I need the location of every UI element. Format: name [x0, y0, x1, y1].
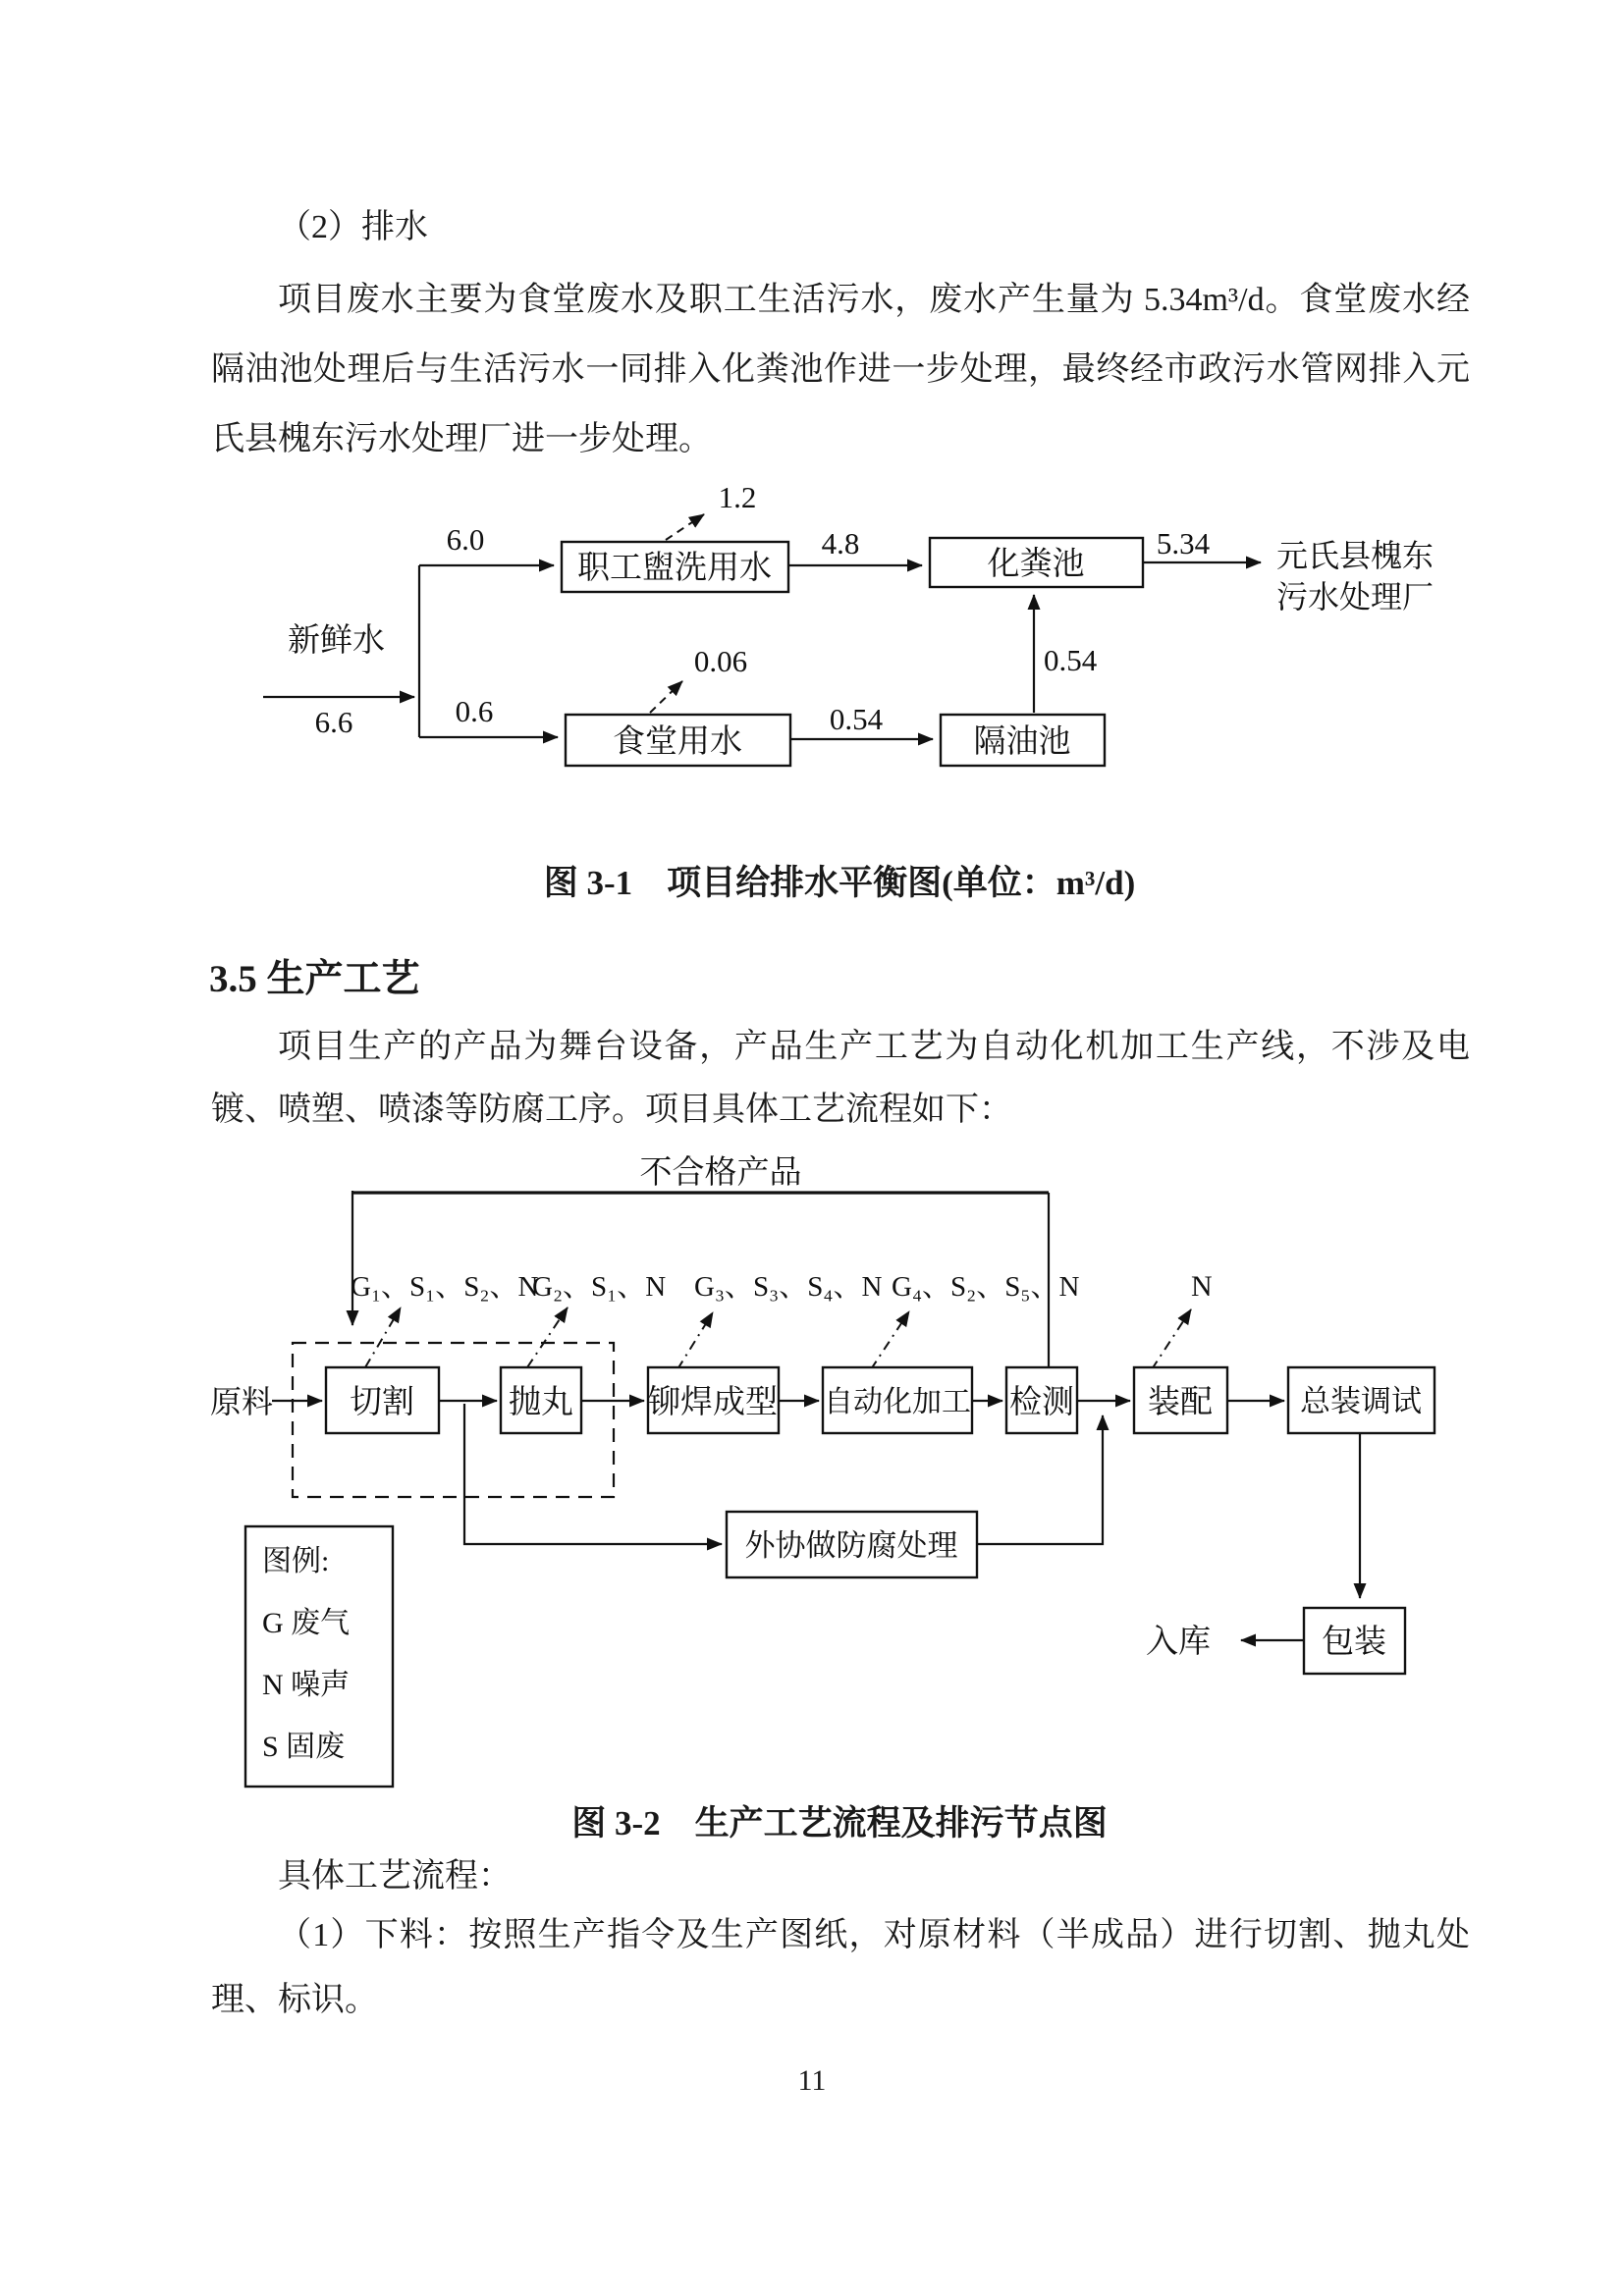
cut-pollutants-label: G₁、S₁、S₂、N [351, 1271, 539, 1303]
warehouse-label: 入库 [1146, 1625, 1211, 1660]
grease-to-septic-value: 0.54 [1044, 643, 1098, 677]
auto-emission-arrow [871, 1311, 909, 1369]
washing-supply-value: 6.0 [446, 522, 485, 557]
washing-water-box-label: 职工盥洗用水 [577, 551, 772, 586]
figure-3-2-process-flow-diagram [0, 1139, 1624, 1801]
cut-emission-arrow [365, 1308, 401, 1367]
shot-pollutants-label: G₂、S₁、N [532, 1271, 667, 1303]
wwtp-label-line1: 元氏县槐东 [1276, 538, 1435, 573]
final-assembly-box-label: 总装调试 [1300, 1384, 1422, 1418]
washing-loss-value: 1.2 [718, 480, 757, 514]
septic-tank-box-label: 化粪池 [987, 547, 1085, 582]
figure-3-2-caption: 图 3-2 生产工艺流程及排污节点图 [571, 1804, 1108, 1842]
drain-subheading: （2）排水 [278, 209, 428, 245]
figure-3-1-water-balance-diagram [0, 471, 1624, 844]
step1-paragraph: （1）下料：按照生产指令及生产图纸，对原材料（半成品）进行切割、抛丸处理、标识。 [211, 1917, 1470, 2018]
canteen-loss-dashed-arrow [650, 681, 682, 713]
fresh-water-label: 新鲜水 [288, 623, 385, 659]
reject-label: 不合格产品 [639, 1155, 802, 1191]
outsourced-anticorrosion-box-label: 外协做防腐处理 [744, 1528, 958, 1563]
wwtp-label-line2: 污水处理厂 [1276, 579, 1435, 614]
inspect-box-label: 检测 [1009, 1385, 1074, 1420]
legend-title: 图例: [262, 1545, 330, 1577]
assemble-pollutants-label: N [1191, 1270, 1213, 1303]
weld-emission-arrow [677, 1312, 713, 1369]
packing-box-label: 包装 [1322, 1625, 1386, 1660]
grease-trap-box-label: 隔油池 [973, 724, 1071, 760]
outsourcing-return-arrow [977, 1415, 1103, 1544]
shot-emission-arrow [527, 1308, 568, 1367]
drain-paragraph: 项目废水主要为食堂废水及职工生活污水，废水产生量为 5.34m³/d。食堂废水经隔油池处理后与生活污水一同排入化粪池作进一步处理，最终经市政污水管网排入元氏县槐东污水处理厂进一步处理。 [211, 282, 1470, 457]
assemble-box-label: 装配 [1148, 1385, 1213, 1420]
raw-material-label: 原料 [210, 1384, 274, 1419]
legend-item-gas: G 废气 [262, 1607, 351, 1639]
cut-box-label: 切割 [350, 1385, 414, 1420]
auto-pollutants-label: G₄、S₂、S₅、N [892, 1271, 1080, 1303]
fresh-water-value: 6.6 [314, 705, 353, 739]
weld-pollutants-label: G₃、S₃、S₄、N [694, 1271, 883, 1303]
canteen-supply-value: 0.6 [455, 694, 494, 728]
washing-to-septic-value: 4.8 [821, 526, 860, 561]
canteen-loss-value: 0.06 [693, 644, 748, 678]
canteen-to-grease-value: 0.54 [829, 702, 884, 736]
legend-item-noise: N 噪声 [262, 1669, 351, 1701]
weld-forming-box-label: 铆焊成型 [648, 1385, 778, 1420]
washing-loss-dashed-arrow [666, 514, 704, 540]
canteen-water-box-label: 食堂用水 [613, 724, 742, 760]
section-heading: 3.5 生产工艺 [209, 958, 420, 1000]
process-paragraph: 项目生产的产品为舞台设备，产品生产工艺为自动化机加工生产线，不涉及电镀、喷塑、喷漆等防腐工序。项目具体工艺流程如下： [211, 1029, 1470, 1128]
shot-blast-box-label: 抛丸 [509, 1385, 573, 1420]
figure-3-1-caption: 图 3-1 项目给排水平衡图(单位：m³/d) [543, 864, 1136, 902]
septic-out-value: 5.34 [1156, 526, 1211, 561]
assemble-emission-arrow [1152, 1309, 1191, 1369]
auto-machining-box-label: 自动化加工 [824, 1386, 971, 1418]
flow-intro-paragraph: 具体工艺流程： [278, 1858, 512, 1895]
page-number: 11 [797, 2064, 827, 2097]
legend-item-solid-waste: S 固废 [262, 1731, 346, 1763]
